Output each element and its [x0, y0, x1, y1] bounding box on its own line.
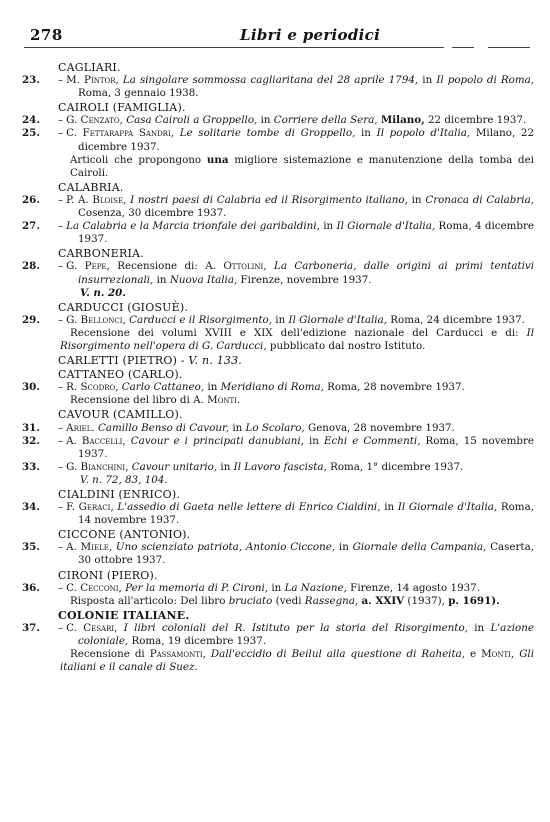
section-heading: CARLETTI (PIETRO) - V. n. 133. [58, 354, 243, 368]
rule-gap [474, 45, 488, 50]
entry-note: Risposta all'articolo: Del libro bruciato (vedi Rassegna, a. XXIV (1937), p. 1691). [70, 594, 500, 607]
entry-author: A. Miele, [66, 541, 113, 554]
entry-number: 25. [22, 127, 40, 140]
entry-title: Per la memoria di P. Cironi, [125, 581, 269, 594]
entry-journal: La Nazione, [284, 581, 347, 594]
section-heading: CALABRIA. [58, 180, 124, 194]
entry-imprint: Roma, 14 novembre 1937. [78, 501, 534, 527]
entry-number: 28. [22, 260, 40, 273]
bibliography-entry: 25. – C. Fettarappa Sandri, Le solitarie tombe di Groppello, in Il popolo d'Italia, Milano, 22 dicembre 1937. [22, 127, 535, 153]
section-heading: COLONIE ITALIANE. [58, 608, 190, 622]
entry-author: C. Cecconi, [66, 581, 122, 594]
entry-author: A. Baccelli, [66, 434, 126, 447]
bibliography-list [20, 60, 534, 674]
entry-title: I libri coloniali del R. Istituto per la storia del Risorgimento, [123, 621, 468, 634]
entry-imprint: Roma, 24 dicembre 1937. [390, 313, 525, 326]
rule-gap [444, 45, 452, 50]
bibliography-entry: 36. – C. Cecconi, Per la memoria di P. Cironi, in La Nazione, Firenze, 14 agosto 1937. [22, 581, 480, 594]
entry-author: G. Pepe, [66, 260, 110, 273]
entry-author: Ottolini, [223, 260, 267, 273]
section-heading: CIRONI (PIERO). [58, 568, 158, 582]
entry-imprint: 22 dicembre 1937. [427, 114, 527, 127]
entry-title: I nostri paesi di Calabria ed il Risorgimento italiano, [130, 193, 408, 206]
entry-note: Articoli che propongono una migliore sistemazione e manutenzione della tomba dei Cairoli. [70, 153, 534, 179]
entry-city: Milano, [380, 114, 425, 127]
bibliography-entry: 27. – La Calabria e la Marcia trionfale dei garibaldini, in Il Giornale d'Italia, Roma, 4 dicembre 1937. [22, 220, 534, 246]
cross-reference: V. n. 133. [188, 354, 243, 368]
entry-title: La Calabria e la Marcia trionfale dei garibaldini, [66, 220, 320, 233]
page-header [24, 26, 530, 48]
section-heading: CARBONERIA. [58, 247, 144, 261]
entry-imprint: Cosenza, 30 dicembre 1937. [78, 207, 227, 220]
bibliography-entry: 37. – C. Cesari, I libri coloniali del R. Istituto per la storia del Risorgimento, in L'azione coloniale, Roma, 19 dicembre 1937. [22, 621, 534, 648]
bibliography-entry: 34. – F. Geraci, L'assedio di Gaeta nelle lettere di Enrico Cialdini, in Il Giornale d'Italia, Roma, 14 novembre 1937. [22, 501, 534, 527]
cross-reference: V. n. 20. [80, 286, 126, 299]
bibliography-entry: 33. – G. Bianchini, Cavour unitario, in Il Lavoro fascista, Roma, 1° dicembre 1937. [22, 460, 464, 473]
bibliography-entry: 26. – P. A. Bloise, I nostri paesi di Calabria ed il Risorgimento italiano, in Cronaca di Calabria, Cosenza, 30 dicembre 1937. [22, 193, 534, 220]
entry-author: G. Bellonci, [66, 313, 126, 326]
entry-number: 37. [22, 621, 40, 634]
entry-number: 34. [22, 501, 40, 514]
entry-imprint: Milano, 22 dicembre 1937. [78, 127, 535, 153]
entry-imprint: Roma, 19 dicembre 1937. [131, 635, 267, 648]
entry-number: 26. [22, 193, 40, 206]
entry-number: 36. [22, 581, 40, 594]
entry-author: M. Pintor, [66, 74, 119, 87]
section-heading: CATTANEO (CARLO). [58, 368, 183, 382]
entry-imprint: Roma, 15 novembre 1937. [78, 434, 535, 460]
page-number: 278 [30, 26, 63, 44]
bibliography-entry: 28. – G. Pepe, Recensione di: A. Ottolini, La Carboneria, dalle origini ai primi tentativi insurrezionali, in Nuova Italia, Firenze, novembre 1937. [22, 260, 535, 286]
entry-journal: Il Giornale d'Italia, [397, 501, 498, 514]
entry-title: Carlo Cattaneo, [121, 381, 205, 394]
cross-reference: V. n. 72, 83, 104. [80, 473, 168, 486]
entry-journal: Il Giornale d'Italia, [336, 220, 436, 233]
entry-title: La singolare sommossa cagliaritana del 28 aprile 1794, [122, 74, 419, 87]
entry-number: 30. [22, 381, 40, 394]
entry-author: P. A. Bloise, [66, 193, 127, 206]
entry-note: Recensione del libro di A. Monti. [70, 394, 241, 407]
entry-imprint: Genova, 28 novembre 1937. [307, 421, 455, 434]
bibliography-entry: 31. – Ariel. Camillo Benso di Cavour, in Lo Scolaro, Genova, 28 novembre 1937. [22, 421, 455, 434]
bibliography-entry: 23. – M. Pintor, La singolare sommossa cagliaritana del 28 aprile 1794, in Il popolo di Roma, Roma, 3 gennaio 1938. [22, 74, 535, 100]
entry-title: L'assedio di Gaeta nelle lettere di Enrico Cialdini, [117, 501, 381, 514]
entry-number: 29. [22, 313, 40, 326]
entry-journal: Lo Scolaro, [245, 421, 305, 434]
entry-title: Cavour unitario, [131, 460, 218, 473]
bibliography-entry: 35. – A. Miele, Uno scienziato patriota, Antonio Ciccone, in Giornale della Campania, Caserta, 30 ottobre 1937. [22, 541, 534, 567]
bibliography-entry: 30. – R. Scodro, Carlo Cattaneo, in Meridiano di Roma, Roma, 28 novembre 1937. [22, 381, 465, 394]
section-heading: CAGLIARI. [58, 61, 121, 74]
section-heading: CARDUCCI (GIOSUÈ). [58, 300, 189, 314]
entry-journal: L'azione coloniale, [78, 621, 534, 648]
bibliography-entry: 24. – G. Cenzato, Casa Cairoli a Groppello, in Corriere della Sera, Milano, 22 dicembre 1937. [22, 114, 527, 127]
entry-imprint: Firenze, 14 agosto 1937. [350, 581, 480, 594]
entry-journal: Corriere della Sera, [273, 114, 378, 127]
section-heading: CICCONE (ANTONIO). [58, 528, 191, 542]
entry-number: 33. [22, 460, 40, 473]
entry-imprint: Firenze, novembre 1937. [240, 273, 372, 286]
bibliography-entry: 29. – G. Bellonci, Carducci e il Risorgimento, in Il Giornale d'Italia, Roma, 24 dicembre 1937. [22, 313, 525, 326]
entry-number: 32. [22, 434, 40, 447]
entry-journal: Meridiano di Roma, [220, 381, 324, 394]
entry-note: Recensione dei volumi XVIII e XIX dell'edizione nazionale del Carducci e di: Il Risorgimento nell'opera di G. Carducci, pubblicato dal nostro Istituto. [60, 326, 534, 352]
entry-imprint: Caserta, 30 ottobre 1937. [78, 541, 534, 567]
entry-author: F. Geraci, [66, 501, 114, 514]
section-heading: CAIROLI (FAMIGLIA). [58, 101, 186, 115]
entry-title: Camillo Benso di Cavour, [97, 421, 230, 434]
entry-journal: Il Giornale d'Italia, [288, 313, 387, 326]
entry-imprint: Roma, 28 novembre 1937. [327, 381, 465, 394]
entry-author: G. Bianchini, [66, 460, 129, 473]
section-heading: CAVOUR (CAMILLO). [58, 408, 183, 422]
entry-author: G. Cenzato, [66, 114, 123, 127]
entry-number: 31. [22, 421, 40, 434]
entry-imprint: Roma, 3 gennaio 1938. [78, 87, 199, 100]
entry-note: Recensione di Passamonti, Dall'eccidio di Beilul alla questione di Raheita, e Monti, Gli italiani e il canale di Suez. [60, 648, 535, 674]
section-heading: CIALDINI (ENRICO). [58, 488, 181, 501]
entry-author: C. Cesari, [66, 621, 118, 634]
entry-title: Le solitarie tombe di Groppello, [179, 127, 356, 140]
entry-imprint: Roma, 4 dicembre 1937. [78, 220, 534, 246]
entry-journal: Nuova Italia, [169, 273, 238, 286]
entry-title: Carducci e il Risorgimento, [129, 313, 273, 326]
entry-author: R. Scodro, [66, 381, 119, 394]
entry-journal: Il popolo di Roma, [436, 74, 535, 87]
entry-title: Casa Cairoli a Groppello, [126, 114, 258, 127]
entry-author: Ariel. [66, 421, 95, 434]
entry-title: La Carboneria, dalle origini ai primi tentativi insurrezionali, [78, 260, 535, 286]
entry-title: Cavour e i principati danubiani, [130, 434, 304, 447]
bibliography-entry: 32. – A. Baccelli, Cavour e i principati danubiani, in Echi e Commenti, Roma, 15 novembre 1937. [22, 434, 535, 460]
entry-number: 35. [22, 541, 40, 554]
entry-journal: Echi e Commenti, [324, 434, 421, 447]
entry-journal: Il popolo d'Italia, [376, 127, 471, 140]
entry-journal: Giornale della Campania, [352, 541, 487, 554]
entry-title: Uno scienziato patriota, Antonio Ciccone, [115, 541, 336, 554]
entry-number: 24. [22, 114, 40, 127]
entry-journal: Cronaca di Calabria, [425, 193, 534, 206]
running-title: Libri e periodici [240, 26, 381, 44]
entry-imprint: Roma, 1° dicembre 1937. [330, 460, 464, 473]
entry-number: 23. [22, 74, 40, 87]
entry-number: 27. [22, 220, 40, 233]
entry-author: C. Fettarappa Sandri, [66, 127, 174, 140]
header-rule [24, 47, 530, 48]
entry-journal: Il Lavoro fascista, [233, 460, 327, 473]
